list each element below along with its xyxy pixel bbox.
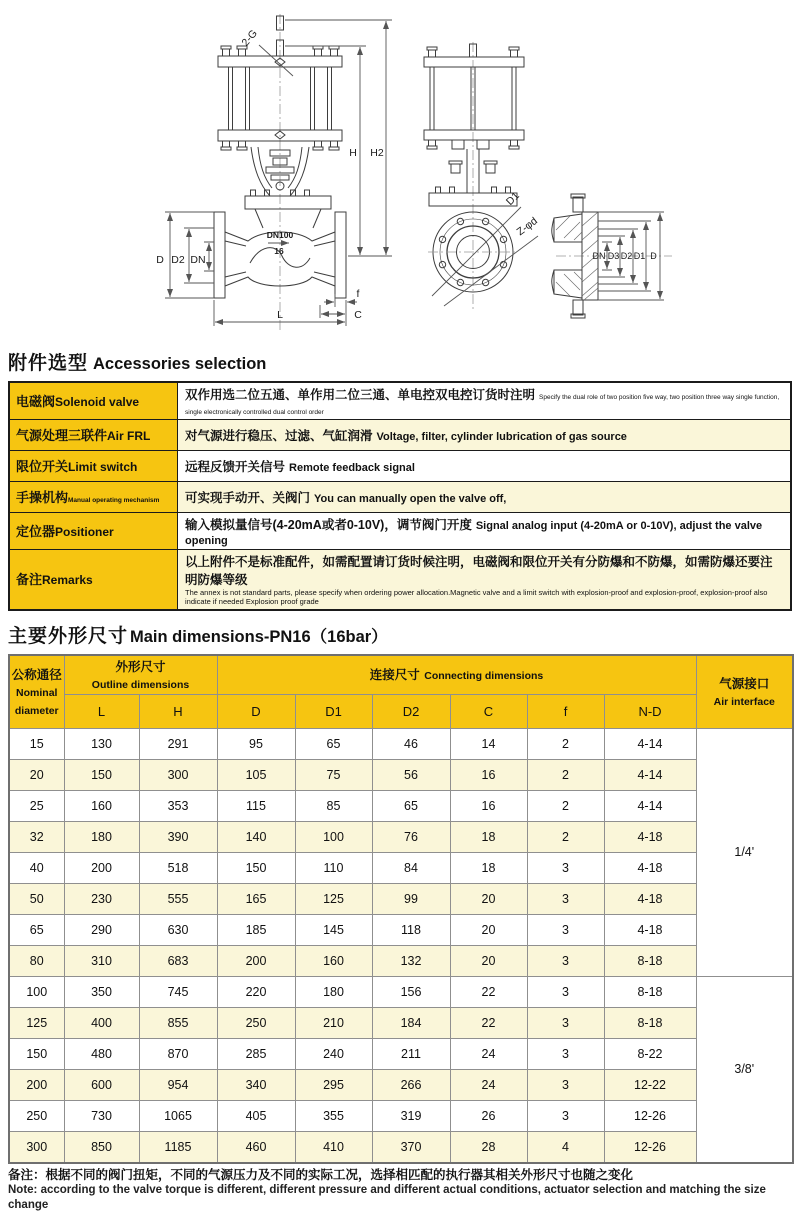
dimension-value-cell: 250 [217, 1007, 295, 1038]
dim-label-d1-bolt-circle: D1 [503, 189, 522, 208]
dimension-value-cell: 4-14 [604, 790, 696, 821]
dimension-value-cell: 1185 [139, 1131, 217, 1163]
dimension-row [9, 883, 793, 914]
dimension-value-cell: 3 [527, 914, 604, 945]
dimension-value-cell: 460 [217, 1131, 295, 1163]
dimension-value-cell: 12-26 [604, 1131, 696, 1163]
dimension-value-cell: 400 [64, 1007, 139, 1038]
air-interface-cell: 3/8' [696, 976, 793, 1163]
dimension-row [9, 852, 793, 883]
dimension-value-cell: 266 [372, 1069, 450, 1100]
dimension-value-cell: 3 [527, 852, 604, 883]
flange-section-drawing [552, 194, 672, 318]
dimension-value-cell: 2 [527, 759, 604, 790]
accessories-row [9, 382, 791, 420]
dimension-value-cell: 8-18 [604, 945, 696, 976]
dimension-value-cell: 156 [372, 976, 450, 1007]
dimension-value-cell: 410 [295, 1131, 372, 1163]
dimension-value-cell: 4-14 [604, 759, 696, 790]
accessories-title-zh: 附件选型 [8, 353, 89, 374]
nominal-diameter-cell: 250 [9, 1100, 64, 1131]
nominal-diameter-cell: 150 [9, 1038, 64, 1069]
dimension-value-cell: 405 [217, 1100, 295, 1131]
dimension-value-cell: 65 [295, 728, 372, 759]
section-label-d: D [650, 251, 657, 261]
dimension-value-cell: 150 [64, 759, 139, 790]
dimension-value-cell: 3 [527, 883, 604, 914]
accessory-name: 气源处理三联件Air FRL [9, 420, 178, 451]
dimension-value-cell: 20 [450, 883, 527, 914]
footer-note [8, 1168, 792, 1212]
dimension-value-cell: 185 [217, 914, 295, 945]
air-interface-cell: 1/4' [696, 728, 793, 976]
dimension-value-cell: 24 [450, 1038, 527, 1069]
group-header-outline-dimensions: 外形尺寸 Outline dimensions [64, 655, 217, 695]
dimension-value-cell: 18 [450, 821, 527, 852]
dimension-value-cell: 285 [217, 1038, 295, 1069]
dimension-row [9, 1007, 793, 1038]
nominal-diameter-cell: 50 [9, 883, 64, 914]
dimension-value-cell: 12-26 [604, 1100, 696, 1131]
nominal-diameter-cell: 65 [9, 914, 64, 945]
dimension-value-cell: 85 [295, 790, 372, 821]
dimension-row [9, 945, 793, 976]
dimension-value-cell: 18 [450, 852, 527, 883]
dimension-value-cell: 3 [527, 1069, 604, 1100]
dimension-value-cell: 22 [450, 976, 527, 1007]
dimension-value-cell: 220 [217, 976, 295, 1007]
dimension-value-cell: 4-18 [604, 852, 696, 883]
accessory-description: 可实现手动开、关阀门 You can manually open the valve off, [178, 482, 792, 513]
section-label-d3: D3 [607, 251, 620, 261]
accessory-description: 以上附件不是标准配件，如需配置请订货时候注明，电磁阀和限位开关有分防爆和不防爆，如需防爆还要注明防爆等级 The annex is not standard parts, please specify when ordering power allocation.Magnetic valve and a limit switch with explosion-proof and explosion-proof, explosion-proof also indicate if needed Explosion proof grade [178, 550, 792, 610]
dimension-value-cell: 240 [295, 1038, 372, 1069]
dimension-value-cell: 20 [450, 914, 527, 945]
accessory-description: 对气源进行稳压、过滤、气缸润滑 Voltage, filter, cylinder lubrication of gas source [178, 420, 792, 451]
nominal-diameter-cell: 125 [9, 1007, 64, 1038]
dimension-value-cell: 319 [372, 1100, 450, 1131]
dimension-value-cell: 160 [64, 790, 139, 821]
dimensions-header-row-1 [9, 655, 793, 695]
dimension-value-cell: 850 [64, 1131, 139, 1163]
dimension-value-cell: 24 [450, 1069, 527, 1100]
dimension-row [9, 1069, 793, 1100]
accessories-row [9, 513, 791, 550]
dimension-value-cell: 75 [295, 759, 372, 790]
nominal-diameter-cell: 300 [9, 1131, 64, 1163]
dimension-value-cell: 184 [372, 1007, 450, 1038]
dimension-value-cell: 150 [217, 852, 295, 883]
nominal-diameter-cell: 25 [9, 790, 64, 821]
dimension-value-cell: 99 [372, 883, 450, 914]
accessories-row [9, 420, 791, 451]
dimension-value-cell: 95 [217, 728, 295, 759]
dimension-value-cell: 2 [527, 821, 604, 852]
dimension-value-cell: 295 [295, 1069, 372, 1100]
dimension-value-cell: 165 [217, 883, 295, 914]
dim-label-z-phi-d: Z-φd [514, 215, 540, 239]
dimension-value-cell: 1065 [139, 1100, 217, 1131]
accessories-row [9, 550, 791, 610]
accessory-name: 限位开关Limit switch [9, 451, 178, 482]
accessories-row [9, 482, 791, 513]
dimension-value-cell: 350 [64, 976, 139, 1007]
dimension-value-cell: 600 [64, 1069, 139, 1100]
dimension-value-cell: 353 [139, 790, 217, 821]
col-header-D1: D1 [295, 694, 372, 728]
dimension-value-cell: 140 [217, 821, 295, 852]
accessory-name: 定位器Positioner [9, 513, 178, 550]
dim-label-d: D [156, 254, 164, 266]
dimension-value-cell: 160 [295, 945, 372, 976]
dimension-value-cell: 290 [64, 914, 139, 945]
dimension-value-cell: 65 [372, 790, 450, 821]
dimension-value-cell: 56 [372, 759, 450, 790]
dimension-value-cell: 8-18 [604, 976, 696, 1007]
nominal-diameter-cell: 15 [9, 728, 64, 759]
body-marking-label: DN100 [266, 230, 294, 240]
valve-technical-drawings [8, 0, 800, 346]
dimension-value-cell: 4-18 [604, 821, 696, 852]
dimension-value-cell: 291 [139, 728, 217, 759]
dimension-value-cell: 870 [139, 1038, 217, 1069]
dimension-row [9, 914, 793, 945]
dimension-value-cell: 210 [295, 1007, 372, 1038]
col-header-nominal-diameter: 公称通径 Nominal diameter [9, 655, 64, 729]
dimension-value-cell: 518 [139, 852, 217, 883]
body-rating-label: 16 [274, 246, 284, 256]
dimension-value-cell: 12-22 [604, 1069, 696, 1100]
col-header-N-D: N-D [604, 694, 696, 728]
side-view-drawing [424, 42, 540, 312]
dimension-value-cell: 683 [139, 945, 217, 976]
dim-label-port: 2-G [239, 27, 260, 49]
dimension-value-cell: 370 [372, 1131, 450, 1163]
accessories-row [9, 451, 791, 482]
dimension-value-cell: 3 [527, 976, 604, 1007]
dim-label-dn: DN [190, 254, 206, 266]
nominal-diameter-cell: 32 [9, 821, 64, 852]
dimension-value-cell: 480 [64, 1038, 139, 1069]
dimension-row [9, 728, 793, 759]
dimension-value-cell: 130 [64, 728, 139, 759]
dimension-value-cell: 3 [527, 1007, 604, 1038]
dimension-value-cell: 630 [139, 914, 217, 945]
dimension-value-cell: 26 [450, 1100, 527, 1131]
accessory-name: 手操机构Manual operating mechanism [9, 482, 178, 513]
col-header-H: H [139, 694, 217, 728]
dimension-value-cell: 125 [295, 883, 372, 914]
dimension-value-cell: 16 [450, 790, 527, 821]
col-header-L: L [64, 694, 139, 728]
dimension-value-cell: 180 [295, 976, 372, 1007]
dimension-value-cell: 132 [372, 945, 450, 976]
dimension-value-cell: 355 [295, 1100, 372, 1131]
dimension-value-cell: 730 [64, 1100, 139, 1131]
dimension-value-cell: 22 [450, 1007, 527, 1038]
dimension-value-cell: 211 [372, 1038, 450, 1069]
dimension-value-cell: 230 [64, 883, 139, 914]
dimension-value-cell: 46 [372, 728, 450, 759]
dimension-value-cell: 20 [450, 945, 527, 976]
dim-label-h2: H2 [370, 147, 384, 159]
accessory-name: 备注Remarks [9, 550, 178, 610]
accessories-table [8, 381, 792, 611]
front-view-drawing [156, 14, 392, 332]
col-header-f: f [527, 694, 604, 728]
dimension-value-cell: 84 [372, 852, 450, 883]
accessory-description: 远程反馈开关信号 Remote feedback signal [178, 451, 792, 482]
dimension-row [9, 759, 793, 790]
accessory-description: 输入模拟量信号(4-20mA或者0-10V)，调节阀门开度 Signal analog input (4-20mA or 0-10V), adjust the valve opening [178, 513, 792, 550]
dimension-row [9, 1038, 793, 1069]
col-header-D: D [217, 694, 295, 728]
dimension-row [9, 821, 793, 852]
dimension-value-cell: 100 [295, 821, 372, 852]
section-label-d1: D1 [633, 251, 646, 261]
dimension-value-cell: 118 [372, 914, 450, 945]
footer-note-en: Note: according to the valve torque is different, different pressure and different actual conditions, actuator selection and matching the size change [8, 1184, 766, 1211]
dimension-value-cell: 4-18 [604, 883, 696, 914]
accessories-title-en: Accessories selection [93, 355, 267, 373]
accessory-description: 双作用选二位五通、单作用二位三通、单电控双电控订货时注明 Specify the dual role of two position five way, two position three way single function, single electronically controlled dual control order [178, 382, 792, 420]
dimension-value-cell: 745 [139, 976, 217, 1007]
dimension-value-cell: 340 [217, 1069, 295, 1100]
dimension-value-cell: 954 [139, 1069, 217, 1100]
dimension-value-cell: 14 [450, 728, 527, 759]
col-header-air-interface: 气源接口 Air interface [696, 655, 793, 729]
dimension-value-cell: 8-18 [604, 1007, 696, 1038]
dimension-value-cell: 300 [139, 759, 217, 790]
dimension-value-cell: 180 [64, 821, 139, 852]
dimension-value-cell: 555 [139, 883, 217, 914]
dimensions-table [8, 654, 794, 1164]
footer-note-zh: 备注：根据不同的阀门扭矩，不同的气源压力及不同的实际工况，选择相匹配的执行器其相关外形尺寸也随之变化 [8, 1167, 634, 1182]
dimension-value-cell: 2 [527, 790, 604, 821]
dimensions-title-en: Main dimensions-PN16（16bar） [130, 627, 388, 646]
dimension-value-cell: 105 [217, 759, 295, 790]
section-label-d2: D2 [620, 251, 633, 261]
dimension-value-cell: 3 [527, 945, 604, 976]
group-header-connecting-dimensions: 连接尺寸 Connecting dimensions [217, 655, 696, 695]
dimension-value-cell: 4 [527, 1131, 604, 1163]
dimension-value-cell: 76 [372, 821, 450, 852]
dim-label-c: C [354, 309, 362, 321]
dim-label-l: L [277, 309, 283, 321]
dimension-value-cell: 28 [450, 1131, 527, 1163]
dimensions-title-zh: 主要外形尺寸 [8, 625, 129, 647]
dimension-value-cell: 16 [450, 759, 527, 790]
dimension-value-cell: 200 [64, 852, 139, 883]
nominal-diameter-cell: 20 [9, 759, 64, 790]
nominal-diameter-cell: 40 [9, 852, 64, 883]
accessories-section-title [8, 348, 792, 375]
nominal-diameter-cell: 80 [9, 945, 64, 976]
dimension-value-cell: 145 [295, 914, 372, 945]
section-label-dn: DN [592, 251, 606, 261]
dimension-value-cell: 855 [139, 1007, 217, 1038]
nominal-diameter-cell: 100 [9, 976, 64, 1007]
dim-label-f: f [356, 288, 360, 300]
dimension-value-cell: 4-14 [604, 728, 696, 759]
dimension-value-cell: 3 [527, 1038, 604, 1069]
col-header-D2: D2 [372, 694, 450, 728]
dimension-value-cell: 4-18 [604, 914, 696, 945]
dimension-value-cell: 390 [139, 821, 217, 852]
dimension-row [9, 790, 793, 821]
nominal-diameter-cell: 200 [9, 1069, 64, 1100]
dimension-value-cell: 3 [527, 1100, 604, 1131]
dimension-value-cell: 115 [217, 790, 295, 821]
accessory-name: 电磁阀Solenoid valve [9, 382, 178, 420]
dim-label-h: H [349, 147, 357, 159]
dimension-row [9, 1131, 793, 1163]
dimension-value-cell: 110 [295, 852, 372, 883]
dimensions-section-title [8, 621, 792, 648]
dimensions-header-row-2 [9, 694, 793, 728]
dimension-value-cell: 200 [217, 945, 295, 976]
dimension-value-cell: 8-22 [604, 1038, 696, 1069]
dimension-value-cell: 310 [64, 945, 139, 976]
dimension-value-cell: 2 [527, 728, 604, 759]
dim-label-d2: D2 [171, 254, 185, 266]
dimension-row [9, 976, 793, 1007]
col-header-C: C [450, 694, 527, 728]
